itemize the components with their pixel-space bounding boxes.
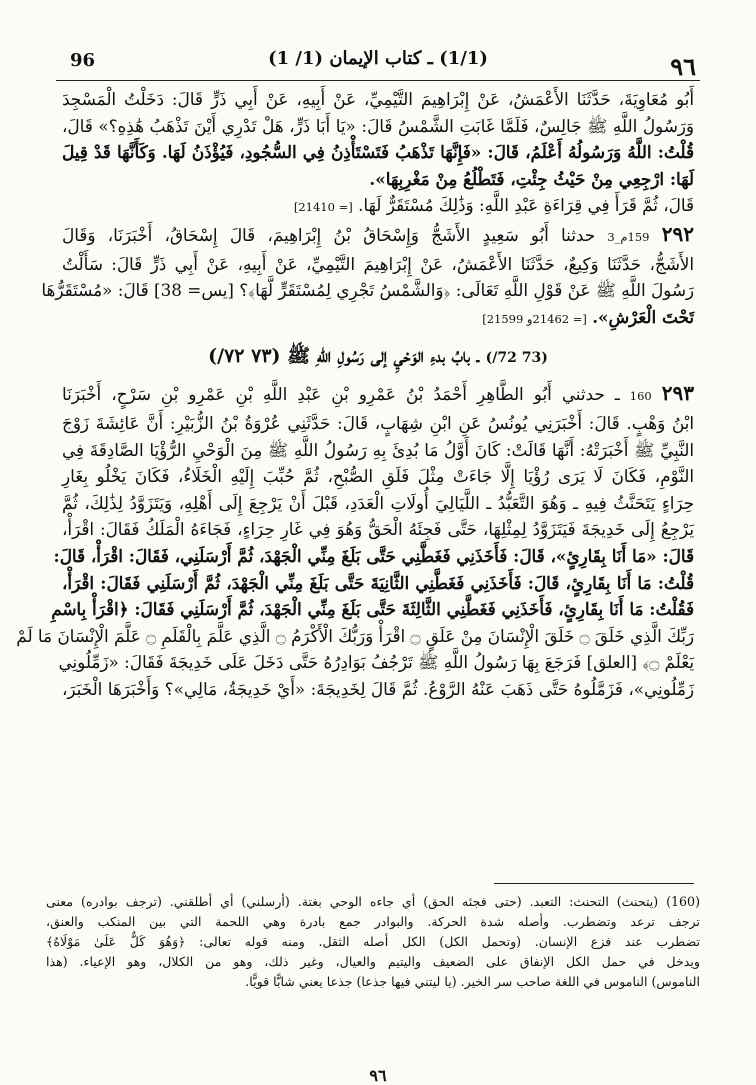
footer-page-number: ٩٦ bbox=[369, 1066, 387, 1085]
footnotes bbox=[46, 892, 700, 992]
text-line: قُلْتُ: مَا أَنَا بِقَارِئٍ، قَالَ: فَأَخَذَنِي فَغَطَّنِي الثَّانِيَةَ حَتَّى بَلَغَ مِنِّي الْجَهْدَ، ثُمَّ أَرْسَلَنِي فَقَالَ: اقْرَأْ، bbox=[62, 572, 694, 593]
text-line: النَّبِيِّ ﷺ أَخْبَرَتْهُ: أَنَّهَا قَالَتْ: كَانَ أَوَّلُ مَا بُدِئَ بِهِ رَسُولُ اللَّهِ ﷺ مِنَ الْوَحْيِ الرُّؤْيَا الصَّادِقَةَ فِي bbox=[62, 439, 694, 460]
text-line: قَالَ: «مَا أَنَا بِقَارِئٍ»، قَالَ: فَأَخَذَنِي فَغَطَّنِي حَتَّى بَلَغَ مِنِّي الْجَهْدَ، ثُمَّ أَرْسَلَنِي، فَقَالَ: اقْرَأْ، قَالَ: bbox=[53, 545, 694, 566]
page-number-latin: 96 bbox=[70, 50, 96, 71]
text-line: ابْنُ وَهْبٍ. قَالَ: أَخْبَرَنِي يُونُسُ عَنِ ابْنِ شِهَابٍ، قَالَ: حَدَّثَنِي عُرْوَةُ بْنُ الزُّبَيْرِ: أَنَّ عَائِشَةَ زَوْجَ bbox=[62, 412, 694, 433]
text-line: رَسُولَ اللَّهِ ﷺ عَنْ قَوْلِ اللَّهِ تَعَالَى: ﴿وَالشَّمْسُ تَجْرِي لِمُسْتَقَرٍّ لَّهَا﴾؟ [يس= 38] قَالَ: «مُسْتَقَرُّهَا bbox=[41, 280, 694, 301]
text-line-content: ـ حدثني أَبُو الطَّاهِرِ أَحْمَدُ بْنُ عَمْرِو بْنِ عَبْدِ اللَّهِ بْنِ عَمْرِو بْنِ سَرْحٍ، أَخْبَرَنَا bbox=[62, 384, 620, 405]
hadith-sub-number: 160 bbox=[629, 389, 652, 404]
text-line: النَّوْمِ، فَكَانَ لَا يَرَى رُؤْيَا إِلَّا جَاءَتْ مِثْلَ فَلَقِ الصُّبْحِ، ثُمَّ حُبِّبَ إِلَيْهِ الْخَلَاءُ، فَكَانَ يَخْلُو بِغَارِ bbox=[62, 466, 694, 487]
hadith-292-first-line bbox=[62, 221, 694, 251]
text-line bbox=[62, 192, 694, 221]
hadith-number: ٢٩٢ bbox=[661, 221, 694, 246]
chapter-title: ـ بابُ بدءِ الوَحْيِ إلى رَسُولِ اللّهِ ﷺ bbox=[287, 345, 479, 368]
text-line: قُلْتُ: اللَّهُ وَرَسُولُهُ أَعْلَمُ، قَالَ: «فَإِنَّهَا تَذْهَبُ فَتَسْتَأْذِنُ فِي السُّجُودِ، فَيُؤْذَنُ لَهَا. وَكَأَنَّهَا قَدْ قِيلَ bbox=[62, 142, 694, 163]
text-line: رَبِّكَ الَّذِي خَلَقَ ۝ خَلَقَ الْإِنْسَانَ مِنْ عَلَقٍ ۝ اقْرَأْ وَرَبُّكَ الْأَكْرَمُ ۝ الَّذِي عَلَّمَ بِالْقَلَمِ ۝ عَلَّمَ الْإِنْسَانَ مَا لَمْ bbox=[16, 625, 694, 646]
hadith-number: ٢٩٣ bbox=[661, 381, 695, 406]
text-line-content: قَالَ، ثُمَّ قَرَأَ فِي قِرَاءَةِ عَبْدِ اللَّهِ: وَذَٰلِكَ مُسْتَقَرٌّ لَهَا. bbox=[358, 195, 694, 216]
text-line: أَبُو مُعَاوِيَةَ، حَدَّثَنَا الأَعْمَشُ، عَنْ إِبْرَاهِيمَ التَّيْمِيِّ، عَنْ أَبِيهِ، عَنْ أَبِي ذَرٍّ قَالَ: دَخَلْتُ الْمَسْجِدَ bbox=[62, 89, 694, 109]
cross-reference: [= 21410] bbox=[293, 200, 353, 215]
text-line: وَرَسُولُ اللَّهِ ﷺ جَالِسٌ، فَلَمَّا غَابَتِ الشَّمْسُ قَالَ: «يَا أَبَا ذَرٍّ، هَلْ تَدْرِي أَيْنَ تَذْهَبُ هَٰذِهِ؟» قَالَ، bbox=[62, 115, 694, 136]
text-line: الأَشَجُّ، حَدَّثَنَا وَكِيعٌ، حَدَّثَنَا الأَعْمَشُ، عَنْ إِبْرَاهِيمَ التَّيْمِيِّ، عَنْ أَبِيهِ، عَنْ أَبِي ذَرٍّ قَالَ: سَأَلْتُ bbox=[62, 253, 694, 274]
footnote-line: الناموس) الناموس في اللغة صاحب سر الخير. (يا ليتني فيها جذعا) جذعا يعني شابًّا قويًّا. bbox=[245, 974, 700, 989]
chapter-number-arabic: (٧٣ ٧٢/) bbox=[208, 345, 281, 368]
text-line-content: حدثنا أَبُو سَعِيدٍ الأَشَجُّ وَإِسْحَاقُ بْنُ إِبْرَاهِيمَ، قَالَ إِسْحَاقُ، أَخْبَرَنَا، وَقَالَ bbox=[62, 224, 596, 245]
text-line: لَهَا: ارْجِعِي مِنْ حَيْثُ جِئْتِ، فَتَطْلُعُ مِنْ مَغْرِبِهَا». bbox=[369, 168, 694, 189]
header-rule bbox=[56, 80, 700, 81]
text-line: يَعْلَمْ ۝﴾ [العلق] فَرَجَعَ بِهَا رَسُولُ اللَّهِ ﷺ تَرْجُفُ بَوَادِرُهُ حَتَّى دَخَلَ عَلَى خَدِيجَةَ فَقَالَ: «زَمِّلُونِي bbox=[58, 652, 694, 673]
footnote-line: ويدخل في حمل الكل الإنفاق على الضعيف واليتيم والعيال، وغير ذلك، وهو من الكلال، وهو الإعياء. (هذا bbox=[46, 954, 700, 969]
running-header bbox=[60, 46, 696, 81]
chapter-number: (73 72/) bbox=[485, 350, 548, 367]
text-line: فَقُلْتُ: مَا أَنَا بِقَارِئٍ، فَأَخَذَنِي فَغَطَّنِي الثَّالِثَةَ حَتَّى بَلَغَ مِنِّي الْجَهْدَ، ثُمَّ أَرْسَلَنِي فَقَالَ: ﴿اقْرَأْ بِاسْمِ bbox=[51, 599, 694, 620]
footnote-line: (160) (يتحنث) التحنث: التعبد. (حتى فجئه الحق) أي جاءه الوحي بغتة. (أرسلني) أي أطلقني. (ترجف بوادره) معنى bbox=[46, 894, 700, 909]
cross-reference: [= 21462و 21599] bbox=[482, 311, 587, 326]
hadith-293-first-line bbox=[62, 380, 694, 410]
hadith-text bbox=[16, 86, 695, 702]
footnote-rule bbox=[494, 883, 694, 884]
chapter-heading bbox=[62, 338, 694, 376]
running-title: (1/1) ـ كتاب الإيمان (1/ 1) bbox=[268, 48, 488, 69]
text-line: زَمِّلُونِي»، فَزَمَّلُوهُ حَتَّى ذَهَبَ عَنْهُ الرَّوْعُ. ثُمَّ قَالَ لِخَدِيجَةَ: «أَيْ خَدِيجَةُ، مَالِي»؟ وَأَخْبَرَهَا الْخَبَرَ، bbox=[62, 678, 694, 699]
hadith-sub-number: 159م_3 bbox=[607, 229, 650, 244]
footnote-line: ترجف ترعد وتضطرب. وأصله شدة الحركة. والبوادر جمع بادرة وهي اللحمة التي بين المنكب والعنق، bbox=[46, 914, 700, 929]
text-line: حِرَاءٍ يَتَحَنَّثُ فِيهِ ـ وَهُوَ التَّعَبُّدُ ـ اللَّيَالِيَ أُولَاتِ الْعَدَدِ، قَبْلَ أَنْ يَرْجِعَ إِلَى أَهْلِهِ، وَيَتَزَوَّدُ لِذَٰلِكَ، ثُمَّ bbox=[62, 492, 694, 513]
text-line-content: تَحْتَ الْعَرْشِ». bbox=[592, 306, 694, 327]
text-line: يَرْجِعُ إِلَى خَدِيجَةَ فَيَتَزَوَّدُ لِمِثْلِهَا، حَتَّى فَجِئَهُ الْحَقُّ وَهُوَ فِي غَارِ حِرَاءٍ، فَجَاءَهُ الْمَلَكُ فَقَالَ: اقْرَأْ، bbox=[62, 519, 694, 540]
page-number-arabic: ٩٦ bbox=[670, 52, 696, 81]
text-line bbox=[62, 304, 694, 333]
footnote-line: تضطرب عند فزع الإنسان. (وتحمل الكل) الكل أصله الثقل. ومنه قوله تعالى: ﴿وَهُوَ كَلٌّ عَلَىٰ مَوْلَاهُ﴾ bbox=[46, 934, 700, 949]
